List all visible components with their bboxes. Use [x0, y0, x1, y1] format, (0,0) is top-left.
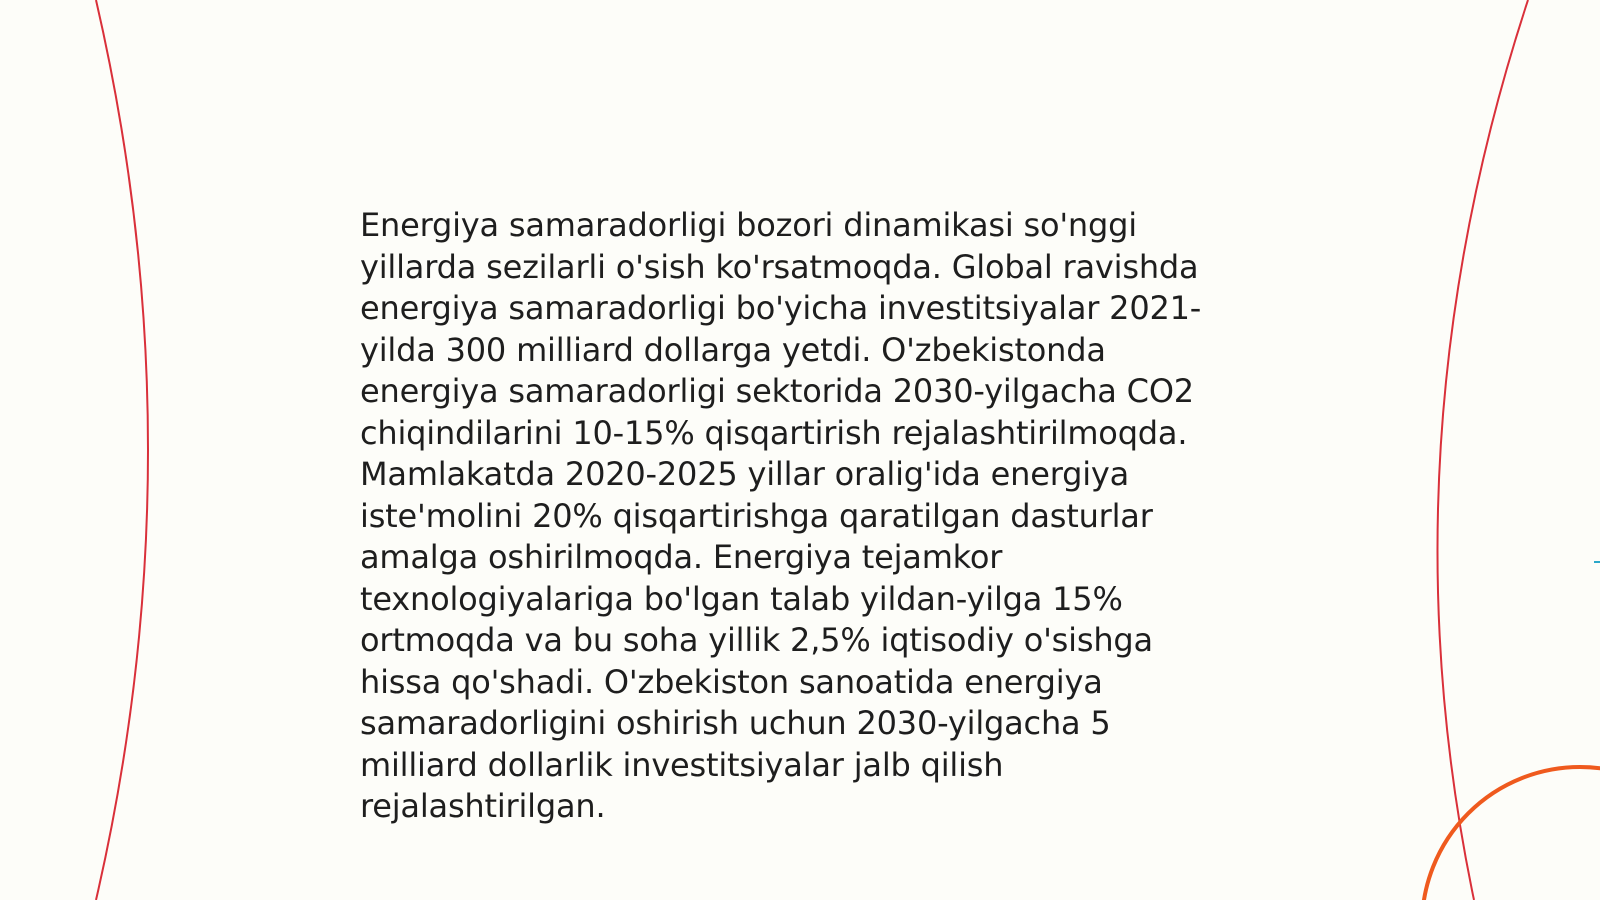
right-curve-line [1437, 0, 1528, 900]
left-curve-line [96, 0, 148, 900]
orange-circle-outline [1422, 767, 1600, 900]
body-paragraph: Energiya samaradorligi bozori dinamikasi so'nggi yillarda sezilarli o'sish ko'rsatmoqda. Global ravishda energiya samaradorligi bo'yicha investitsiyalar 2021- yilda 300 milliard dollarga yetdi. O'zbekistonda energiya samaradorligi sektorida 2030-yilgacha CO2 chiqindilarini 10-15% qisqartirish rejalashtirilmoqda. Mamlakatda 2020-2025 yillar oralig'ida energiya iste'molini 20% qisqartirishga qaratilgan dasturlar amalga oshirilmoqda. Energiya tejamkor texnologiyalariga bo'lgan talab yildan-yilga 15% ortmoqda va bu soha yillik 2,5% iqtisodiy o'sishga hissa qo'shadi. O'zbekiston sanoatida energiya samaradorligini oshirish uchun 2030-yilgacha 5 milliard dollarlik investitsiyalar jalb qilish rejalashtirilgan. [360, 206, 1202, 825]
